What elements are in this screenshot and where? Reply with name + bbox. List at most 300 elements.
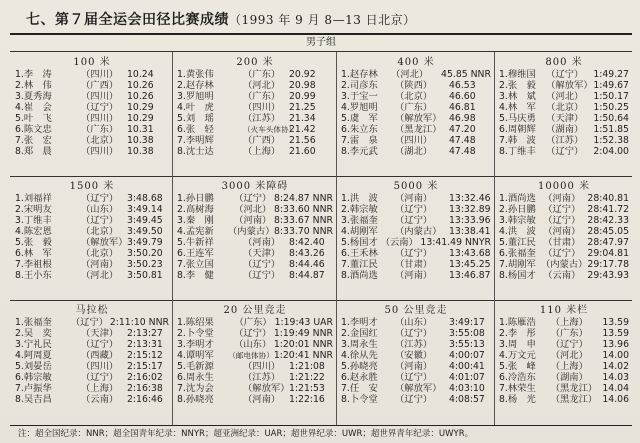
rank: 1. — [341, 193, 350, 204]
rank: 6. — [15, 124, 24, 135]
province: （广东） — [395, 102, 433, 113]
athlete-name — [15, 113, 81, 124]
athlete-name-text: 秦 刚 — [185, 215, 214, 226]
rank: 8. — [177, 394, 186, 405]
athlete-name — [15, 135, 81, 146]
athlete-name — [15, 361, 81, 372]
athlete-name — [499, 350, 551, 361]
province: （四川） — [81, 361, 119, 372]
province: （山东） — [234, 339, 272, 350]
rank: 1. — [177, 69, 186, 80]
province: （上海） — [550, 361, 588, 372]
result-row — [177, 69, 333, 80]
result-value: 3:49.14 — [127, 204, 163, 215]
athlete-name-text: 吴 奕 — [23, 328, 52, 339]
result-value: 13:41.49 NNYR — [420, 237, 491, 248]
athlete-name-text: 沈士达 — [185, 146, 214, 157]
result-value: 1:21:08 — [289, 361, 325, 372]
province: （河北） — [546, 91, 584, 102]
athlete-name — [177, 237, 243, 248]
athlete-name-text: 丁维丰 — [507, 146, 536, 157]
rank: 2. — [15, 328, 24, 339]
result-row — [177, 361, 333, 372]
province: （河北） — [234, 204, 272, 215]
province: （辽宁） — [543, 204, 581, 215]
result-row — [15, 91, 169, 102]
athlete-name-text: 罗旭明 — [349, 102, 378, 113]
rank: 4. — [499, 350, 508, 361]
province: （北京） — [81, 135, 119, 146]
result-row — [341, 361, 491, 372]
result-value: 13.59 — [602, 328, 629, 339]
athlete-name-text: 毛新源 — [185, 361, 214, 372]
rank: 4. — [499, 102, 508, 113]
event-title: 800 米 — [545, 57, 583, 68]
province: （辽宁） — [234, 328, 272, 339]
athlete-name — [499, 361, 551, 372]
result-row — [15, 226, 169, 237]
rank: 7. — [499, 259, 508, 270]
result-value: 8:44.87 — [289, 270, 325, 281]
athlete-name — [341, 383, 395, 394]
athlete-name — [177, 91, 243, 102]
athlete-name — [341, 124, 395, 135]
result-value: 10.38 — [127, 135, 154, 146]
rank: 8. — [15, 146, 24, 157]
athlete-name-text: 杨国才 — [507, 270, 536, 281]
rank: 3. — [499, 91, 508, 102]
athlete-name-text: 韩宗敏 — [349, 204, 378, 215]
athlete-name — [341, 193, 395, 204]
result-value: 21.60 — [289, 146, 316, 157]
athlete-name-text: 张立国 — [185, 259, 214, 270]
rank: 7. — [499, 135, 508, 146]
result-value: 2:16:46 — [127, 394, 163, 405]
result-row — [499, 270, 629, 281]
rank: 5. — [177, 113, 186, 124]
rank: 8. — [177, 270, 186, 281]
result-value: 47.20 — [449, 124, 476, 135]
athlete-name-text: 洪 波 — [507, 226, 536, 237]
athlete-name — [499, 270, 543, 281]
athlete-name — [177, 113, 243, 124]
province: （黑龙江） — [550, 383, 598, 394]
athlete-name — [341, 270, 395, 281]
province: （广西） — [243, 135, 281, 146]
result-row — [15, 317, 169, 328]
province: （河南） — [543, 226, 581, 237]
rank: 3. — [15, 215, 24, 226]
result-row — [341, 383, 491, 394]
result-row — [341, 146, 491, 157]
result-row — [15, 259, 169, 270]
athlete-name-text: 张 轻 — [185, 124, 214, 135]
result-value: 13:46.87 — [449, 270, 491, 281]
province: （辽宁） — [543, 248, 581, 259]
province: （辽宁） — [81, 215, 119, 226]
athlete-name — [177, 226, 228, 237]
result-value: 46.81 — [449, 102, 476, 113]
result-value: 13:43.68 — [449, 248, 491, 259]
athlete-name — [499, 193, 543, 204]
result-row — [499, 80, 629, 91]
rank: 7. — [15, 383, 24, 394]
rank: 2. — [499, 328, 508, 339]
row-divider — [10, 300, 632, 301]
athlete-name-text: 酒尚选 — [349, 270, 378, 281]
result-row — [177, 237, 333, 248]
result-value: 13.96 — [602, 339, 629, 350]
rank: 8. — [499, 270, 508, 281]
athlete-name-text: 张福奎 — [507, 248, 536, 259]
rank: 6. — [341, 124, 350, 135]
rank: 5. — [499, 361, 508, 372]
result-value: 21.34 — [289, 113, 316, 124]
province: （辽宁） — [546, 146, 584, 157]
rank: 5. — [341, 237, 350, 248]
athlete-name — [499, 372, 551, 383]
result-value: 10.31 — [127, 124, 154, 135]
province: （河南） — [543, 193, 581, 204]
athlete-name — [341, 204, 395, 215]
rank: 4. — [341, 350, 350, 361]
rank: 1. — [15, 193, 24, 204]
athlete-name-text: 刘 瑶 — [185, 113, 214, 124]
province: （解放军） — [81, 237, 128, 248]
result-row — [177, 102, 333, 113]
athlete-name — [15, 372, 81, 383]
athlete-name — [341, 102, 395, 113]
athlete-name — [15, 146, 81, 157]
province: （内蒙古） — [228, 226, 275, 237]
athlete-name — [177, 328, 234, 339]
result-row — [15, 113, 169, 124]
result-value: 3:50.20 — [127, 248, 163, 259]
event-title: 100 米 — [73, 57, 111, 68]
athlete-name — [15, 193, 81, 204]
result-value: 28:47.97 — [587, 237, 629, 248]
athlete-name — [499, 135, 546, 146]
athlete-name — [177, 361, 243, 372]
athlete-name-text: 马庆勇 — [507, 113, 536, 124]
athlete-name-text: 黄张伟 — [185, 69, 214, 80]
athlete-name-text: 李明辉 — [185, 135, 214, 146]
athlete-name-text: 穆维国 — [507, 69, 536, 80]
result-value: 1:20:01 NNR — [273, 339, 333, 350]
rank: 2. — [177, 204, 186, 215]
result-value: 8:24.87 NNR — [274, 193, 333, 204]
event-cell — [15, 56, 169, 174]
rank: 1. — [499, 193, 508, 204]
rank: 7. — [499, 383, 508, 394]
province: （山东） — [395, 317, 433, 328]
rank: 6. — [15, 248, 24, 259]
athlete-name — [341, 226, 395, 237]
province: （江苏） — [243, 372, 281, 383]
result-row — [177, 91, 333, 102]
rank: 7. — [341, 259, 350, 270]
athlete-name-text: 张 毅 — [507, 80, 536, 91]
province: （辽宁） — [81, 372, 119, 383]
result-value: 29:04.81 — [587, 248, 629, 259]
result-value: 28:45.05 — [587, 226, 629, 237]
result-value: 1:22:16 — [289, 394, 325, 405]
province: （上海） — [81, 383, 119, 394]
province: （辽宁） — [395, 328, 433, 339]
athlete-name — [499, 328, 551, 339]
result-value: 21.56 — [289, 135, 316, 146]
athlete-name — [177, 394, 243, 405]
result-value: 3:49.50 — [127, 226, 163, 237]
result-row — [15, 69, 169, 80]
athlete-name-text: 夏秀海 — [23, 91, 52, 102]
result-value: 21.25 — [289, 102, 316, 113]
athlete-name-text: 张福奎 — [349, 215, 378, 226]
province: （四川） — [81, 91, 119, 102]
result-row — [341, 237, 491, 248]
province: （辽宁） — [395, 372, 433, 383]
result-row — [341, 339, 491, 350]
rank: 5. — [15, 361, 24, 372]
result-value: 2:16:02 — [127, 372, 163, 383]
athlete-name — [499, 215, 543, 226]
province: （北京） — [546, 102, 584, 113]
rank: 7. — [341, 135, 350, 146]
province: （辽宁） — [546, 69, 584, 80]
province: （北京） — [81, 248, 119, 259]
rank: 7. — [15, 135, 24, 146]
result-row — [177, 259, 333, 270]
athlete-name-text: 孙日鹏 — [185, 193, 214, 204]
athlete-name — [177, 372, 243, 383]
province: （陕西） — [395, 80, 433, 91]
result-row — [499, 124, 629, 135]
athlete-name — [499, 80, 546, 91]
result-value: 1:51.85 — [593, 124, 629, 135]
rank: 8. — [341, 394, 350, 405]
athlete-name — [15, 383, 81, 394]
rank: 8. — [15, 394, 24, 405]
rank: 3. — [341, 339, 350, 350]
result-row — [15, 193, 169, 204]
result-row — [177, 339, 333, 350]
province: （江苏） — [243, 113, 281, 124]
province: （上海） — [243, 146, 281, 157]
title-date: （1993 年 9 月 8—13 日北京） — [229, 13, 416, 27]
rank: 1. — [177, 317, 186, 328]
result-row — [15, 135, 169, 146]
athlete-name-text: 任 安 — [349, 383, 378, 394]
athlete-name — [499, 394, 551, 405]
result-value: 46.53 — [449, 80, 476, 91]
result-value: 29:43.93 — [587, 270, 629, 281]
result-row — [341, 259, 491, 270]
athlete-name-text: 王小东 — [23, 270, 52, 281]
result-row — [499, 215, 629, 226]
athlete-name — [499, 317, 551, 328]
result-value: 3:49:17 — [449, 317, 485, 328]
result-row — [499, 113, 629, 124]
result-row — [341, 350, 491, 361]
province: （甘肃） — [395, 259, 433, 270]
athlete-name — [341, 113, 395, 124]
province: （辽宁） — [243, 259, 281, 270]
athlete-name-text: 罗旭明 — [185, 91, 214, 102]
rank: 6. — [341, 372, 350, 383]
athlete-name-text: 万文元 — [507, 350, 536, 361]
result-row — [499, 394, 629, 405]
result-value: 3:48.68 — [127, 193, 163, 204]
province: （辽宁） — [395, 204, 433, 215]
result-value: 10.29 — [127, 102, 154, 113]
result-row — [341, 69, 491, 80]
rank: 5. — [499, 237, 508, 248]
province: （湖南） — [546, 124, 584, 135]
result-row — [499, 339, 629, 350]
province: （解放军） — [243, 383, 290, 394]
athlete-name-text: 吴吉昌 — [23, 394, 52, 405]
rank: 3. — [499, 339, 508, 350]
athlete-name — [177, 146, 243, 157]
rank: 4. — [177, 226, 186, 237]
athlete-name-text: 张福奎 — [23, 317, 52, 328]
athlete-name — [341, 146, 395, 157]
province: （江苏） — [395, 339, 433, 350]
athlete-name-text: 司彦东 — [349, 80, 378, 91]
athlete-name-text: 周朝辉 — [507, 124, 536, 135]
result-row — [499, 226, 629, 237]
result-row — [177, 372, 333, 383]
athlete-name-text: 阿周夏 — [23, 350, 52, 361]
rank: 6. — [177, 248, 186, 259]
result-value: 1:49.67 — [593, 80, 629, 91]
event-cell — [177, 180, 333, 298]
athlete-name-text: 沈为会 — [185, 383, 214, 394]
result-row — [341, 124, 491, 135]
rank: 3. — [341, 91, 350, 102]
rank: 3. — [177, 339, 186, 350]
result-row — [499, 317, 629, 328]
result-row — [341, 204, 491, 215]
athlete-name — [177, 317, 235, 328]
result-value: 2:15:12 — [127, 350, 163, 361]
athlete-name — [499, 226, 543, 237]
athlete-name — [177, 270, 243, 281]
rank: 2. — [499, 80, 508, 91]
result-row — [499, 259, 629, 270]
result-value: 1:19:49 NNR — [273, 328, 333, 339]
result-row — [499, 350, 629, 361]
province: （四川） — [81, 69, 119, 80]
rank: 6. — [499, 372, 508, 383]
event-cell — [341, 56, 491, 174]
result-row — [499, 372, 629, 383]
athlete-name-text: 胡刚军 — [507, 259, 536, 270]
rank: 4. — [341, 102, 350, 113]
event-title: 200 米 — [236, 57, 274, 68]
rank: 3. — [499, 215, 508, 226]
athlete-name-text: 周永生 — [349, 339, 378, 350]
result-row — [177, 215, 333, 226]
athlete-name — [499, 383, 551, 394]
rank: 2. — [341, 80, 350, 91]
athlete-name-text: 谭明军 — [185, 350, 214, 361]
rank: 2. — [499, 204, 508, 215]
result-value: 1:20:41 NNR — [273, 350, 333, 361]
athlete-name-text: 李 涛 — [23, 69, 52, 80]
athlete-name — [177, 69, 243, 80]
result-value: 1:21:22 — [289, 372, 325, 383]
province: （江苏） — [546, 135, 584, 146]
athlete-name — [15, 124, 81, 135]
column-divider — [172, 52, 173, 425]
result-row — [177, 317, 333, 328]
athlete-name — [499, 259, 541, 270]
athlete-name-text: 董江民 — [507, 237, 536, 248]
result-value: 2:16:38 — [127, 383, 163, 394]
province: （辽宁） — [395, 394, 433, 405]
athlete-name — [177, 193, 234, 204]
result-row — [177, 270, 333, 281]
province: （河南） — [81, 259, 119, 270]
athlete-name — [341, 350, 395, 361]
athlete-name — [341, 91, 395, 102]
group-header: 男子组 — [10, 35, 632, 52]
result-value: 2:13:27 — [127, 328, 163, 339]
athlete-name-text: 卜令堂 — [185, 328, 214, 339]
province: （黑龙江） — [550, 394, 598, 405]
rank: 3. — [15, 91, 24, 102]
athlete-name-text: 陈绍果 — [185, 317, 214, 328]
athlete-name-text: 胡刚军 — [349, 226, 378, 237]
rank: 4. — [177, 102, 186, 113]
result-row — [177, 204, 333, 215]
result-row — [499, 69, 629, 80]
athlete-name-text: 李祖根 — [23, 259, 52, 270]
event-cell — [499, 304, 629, 423]
result-row — [499, 361, 629, 372]
result-value: 14.02 — [602, 361, 629, 372]
athlete-name-text: 陈雁浩 — [507, 317, 536, 328]
result-row — [499, 102, 629, 113]
athlete-name-text: 林 军 — [507, 102, 536, 113]
rank: 8. — [499, 394, 508, 405]
rank: 4. — [15, 350, 24, 361]
rank: 7. — [177, 259, 186, 270]
athlete-name-text: 丁维丰 — [23, 215, 52, 226]
athlete-name-text: 李 彤 — [507, 328, 536, 339]
rank: 1. — [15, 69, 24, 80]
rank: 3. — [177, 91, 186, 102]
rank: 2. — [15, 204, 24, 215]
athlete-name — [15, 259, 81, 270]
province: （安徽） — [395, 350, 433, 361]
result-value: 8:42.40 — [289, 237, 325, 248]
athlete-name-text: 卜令堂 — [349, 394, 378, 405]
rank: 8. — [341, 270, 350, 281]
province: （四川） — [81, 146, 119, 157]
result-row — [177, 193, 333, 204]
athlete-name-text: 崔 会 — [23, 102, 52, 113]
athlete-name — [499, 91, 546, 102]
athlete-name-text: 孙日鹏 — [507, 204, 536, 215]
result-row — [499, 383, 629, 394]
result-value: 14.04 — [602, 383, 629, 394]
province: （河北） — [550, 350, 588, 361]
athlete-name-text: 虞 军 — [349, 113, 378, 124]
result-row — [15, 372, 169, 383]
result-row — [341, 80, 491, 91]
